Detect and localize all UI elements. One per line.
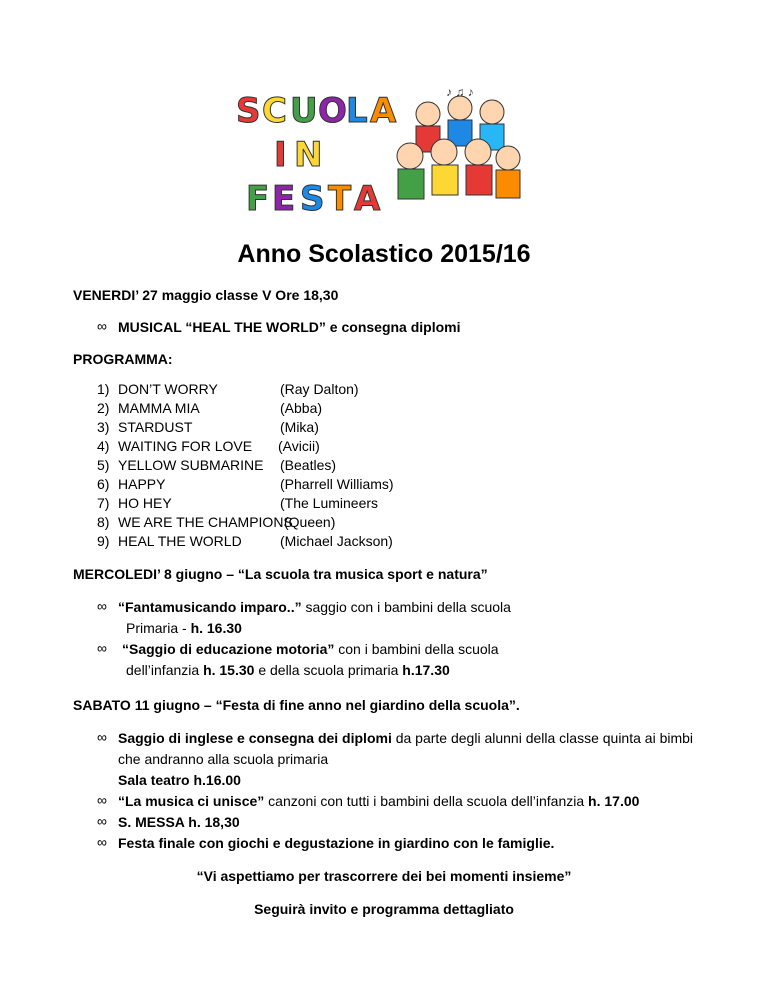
- sabato-item-3: S. MESSA h. 18,30: [118, 814, 240, 830]
- svg-text:A: A: [370, 91, 397, 131]
- program-artist: (Avicii): [278, 438, 320, 454]
- sabato-item-1-line3: Sala teatro h.16.00: [118, 772, 241, 788]
- program-song: YELLOW SUBMARINE: [118, 457, 264, 473]
- program-artist: (Queen): [284, 514, 336, 530]
- program-artist: (Ray Dalton): [280, 381, 359, 397]
- mercoledi-heading: MERCOLEDI’ 8 giugno – “La scuola tra musica sport e natura”: [73, 566, 488, 582]
- program-artist: (Mika): [280, 419, 319, 435]
- bullet-icon: ∞: [97, 640, 107, 656]
- bullet-icon: ∞: [97, 318, 107, 334]
- page-title: Anno Scolastico 2015/16: [237, 240, 531, 268]
- bullet-icon: ∞: [97, 834, 107, 850]
- mercoledi-item-2: [122, 640, 499, 658]
- program-artist: (Abba): [280, 400, 323, 416]
- svg-text:C: C: [262, 91, 287, 131]
- svg-text:S: S: [236, 91, 261, 131]
- program-num: 3): [97, 419, 110, 435]
- venerdi-heading: VENERDI’ 27 maggio classe V Ore 18,30: [73, 287, 339, 303]
- program-artist: (Pharrell Williams): [280, 476, 394, 492]
- bullet-icon: ∞: [97, 729, 107, 745]
- program-song: WAITING FOR LOVE: [118, 438, 253, 454]
- program-artist: (Beatles): [280, 457, 337, 473]
- program-song: HEAL THE WORLD: [118, 533, 242, 549]
- scuola-in-festa-logo: [232, 80, 522, 220]
- sabato-item-1: [118, 729, 693, 747]
- program-song: MAMMA MIA: [118, 400, 200, 416]
- mercoledi-item-1: [118, 598, 511, 616]
- mercoledi-item-1-line2: [126, 619, 242, 637]
- svg-text:T: T: [328, 179, 352, 219]
- programma-heading: PROGRAMMA:: [73, 351, 173, 367]
- sabato-item-2: [118, 792, 639, 810]
- sabato-heading: SABATO 11 giugno – “Festa di fine anno nel giardino della scuola”.: [73, 697, 520, 713]
- svg-text:N: N: [294, 135, 323, 175]
- svg-text:S: S: [300, 179, 325, 219]
- sabato-item-4: Festa finale con giochi e degustazione in giardino con le famiglie.: [118, 835, 555, 851]
- venerdi-bullet: MUSICAL “HEAL THE WORLD” e consegna diplomi: [118, 319, 461, 335]
- program-num: 6): [97, 476, 110, 492]
- program-num: 4): [97, 438, 110, 454]
- mercoledi-item-1-title: “Fantamusicando imparo..”: [118, 599, 302, 615]
- bullet-icon: ∞: [97, 813, 107, 829]
- program-num: 9): [97, 533, 110, 549]
- mercoledi-item-2-line2a: dell’infanzia: [126, 662, 204, 678]
- sabato-item-1-title: Saggio di inglese e consegna dei diplomi: [118, 730, 392, 746]
- svg-text:L: L: [346, 91, 368, 131]
- mercoledi-item-1-time: h. 16.30: [190, 620, 242, 636]
- sabato-item-2-text: canzoni con tutti i bambini della scuola dell’infanzia: [264, 793, 589, 809]
- mercoledi-item-1-line2-text: Primaria -: [126, 620, 191, 636]
- mercoledi-item-2-time2: h.17.30: [402, 662, 450, 678]
- program-song: HO HEY: [118, 495, 172, 511]
- program-song: DON’T WORRY: [118, 381, 218, 397]
- svg-text:U: U: [290, 91, 318, 131]
- svg-text:E: E: [272, 179, 296, 219]
- sabato-item-2-time: h. 17.00: [588, 793, 640, 809]
- program-artist: (Michael Jackson): [280, 533, 393, 549]
- svg-text:I: I: [274, 135, 287, 175]
- program-song: STARDUST: [118, 419, 193, 435]
- bullet-icon: ∞: [97, 792, 107, 808]
- mercoledi-item-2-text: con i bambini della scuola: [334, 641, 499, 657]
- mercoledi-item-2-line2: [126, 661, 450, 679]
- closing-line-2: Seguirà invito e programma dettagliato: [254, 901, 514, 917]
- svg-text:O: O: [318, 91, 347, 131]
- program-song: WE ARE THE CHAMPIONS: [118, 514, 293, 530]
- sabato-item-2-title: “La musica ci unisce”: [118, 793, 265, 809]
- mercoledi-item-2-line2b: e della scuola primaria: [254, 662, 403, 678]
- program-num: 8): [97, 514, 110, 530]
- svg-text:♪ ♫ ♪: ♪ ♫ ♪: [446, 85, 474, 99]
- program-num: 2): [97, 400, 110, 416]
- program-num: 5): [97, 457, 110, 473]
- program-num: 1): [97, 381, 110, 397]
- children-singing-illustration: [397, 85, 520, 199]
- sabato-item-1-line2: che andranno alla scuola primaria: [118, 751, 329, 767]
- mercoledi-item-1-text: saggio con i bambini della scuola: [301, 599, 511, 615]
- svg-text:A: A: [354, 179, 381, 219]
- bullet-icon: ∞: [97, 598, 107, 614]
- mercoledi-item-2-time1: h. 15.30: [203, 662, 255, 678]
- program-num: 7): [97, 495, 110, 511]
- program-song: HAPPY: [118, 476, 166, 492]
- svg-text:F: F: [246, 179, 270, 219]
- sabato-item-1-text: da parte degli alunni della classe quinta ai bimbi: [391, 730, 694, 746]
- program-artist: (The Lumineers: [280, 495, 379, 511]
- mercoledi-item-2-title: “Saggio di educazione motoria”: [122, 641, 335, 657]
- closing-line-1: “Vi aspettiamo per trascorrere dei bei momenti insieme”: [196, 868, 572, 884]
